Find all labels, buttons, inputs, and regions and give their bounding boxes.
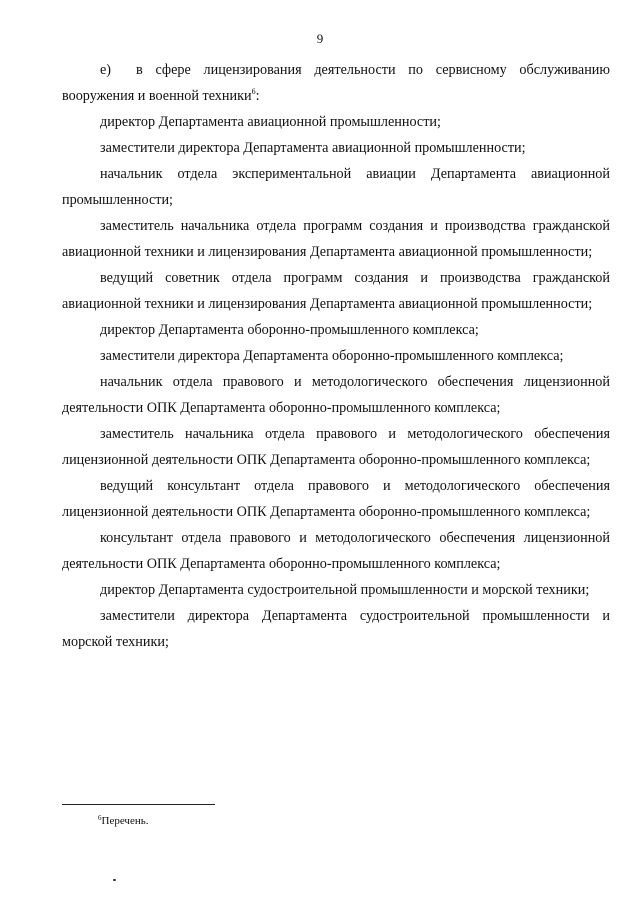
list-item: начальник отдела правового и методологического обеспечения лицензионной деятельности ОПК Департамента оборонно-промышленного комплекса; xyxy=(62,374,610,416)
list-item: консультант отдела правового и методологического обеспечения лицензионной деятельности ОПК Департамента оборонно-промышленного комплекса; xyxy=(62,530,610,572)
list-marker: е) xyxy=(100,62,112,78)
paragraph-tail: : xyxy=(255,88,260,104)
footnote-reference: 6 xyxy=(251,87,256,96)
list-item: заместитель начальника отдела правового и методологического обеспечения лицензионной деятельности ОПК Департамента оборонно-промышленного комплекса; xyxy=(62,426,610,468)
list-item: заместитель начальника отдела программ создания и производства гражданской авиационной техники и лицензирования Департамента авиационной промышленности; xyxy=(62,218,610,260)
document-body xyxy=(62,57,610,655)
list-item: ведущий консультант отдела правового и методологического обеспечения лицензионной деятельности ОПК Департамента оборонно-промышленного комплекса; xyxy=(62,478,610,520)
list-item: начальник отдела экспериментальной авиации Департамента авиационной промышленности; xyxy=(62,166,610,208)
list-item: директор Департамента оборонно-промышленного комплекса; xyxy=(100,322,479,338)
footnote-mark: 6 xyxy=(98,814,102,822)
footnote-divider xyxy=(62,804,215,805)
footnote-text: Перечень. xyxy=(101,815,149,827)
paragraph-text: в сфере лицензирования деятельности по сервисному обслуживанию вооружения и военной техники xyxy=(62,62,610,104)
scan-speck xyxy=(113,879,116,881)
list-item: директор Департамента судостроительной промышленности и морской техники; xyxy=(100,582,590,598)
list-item: заместители директора Департамента судостроительной промышленности и морской техники; xyxy=(62,608,610,650)
list-item: заместители директора Департамента оборонно-промышленного комплекса; xyxy=(100,348,564,364)
list-item: ведущий советник отдела программ создания и производства гражданской авиационной техники и лицензирования Департамента авиационной промышленности; xyxy=(62,270,610,312)
paragraph-intro xyxy=(62,57,610,109)
footnote xyxy=(98,814,149,828)
page-number: 9 xyxy=(316,31,324,46)
list-item: заместители директора Департамента авиационной промышленности; xyxy=(100,140,526,156)
list-item: директор Департамента авиационной промышленности; xyxy=(100,114,441,130)
